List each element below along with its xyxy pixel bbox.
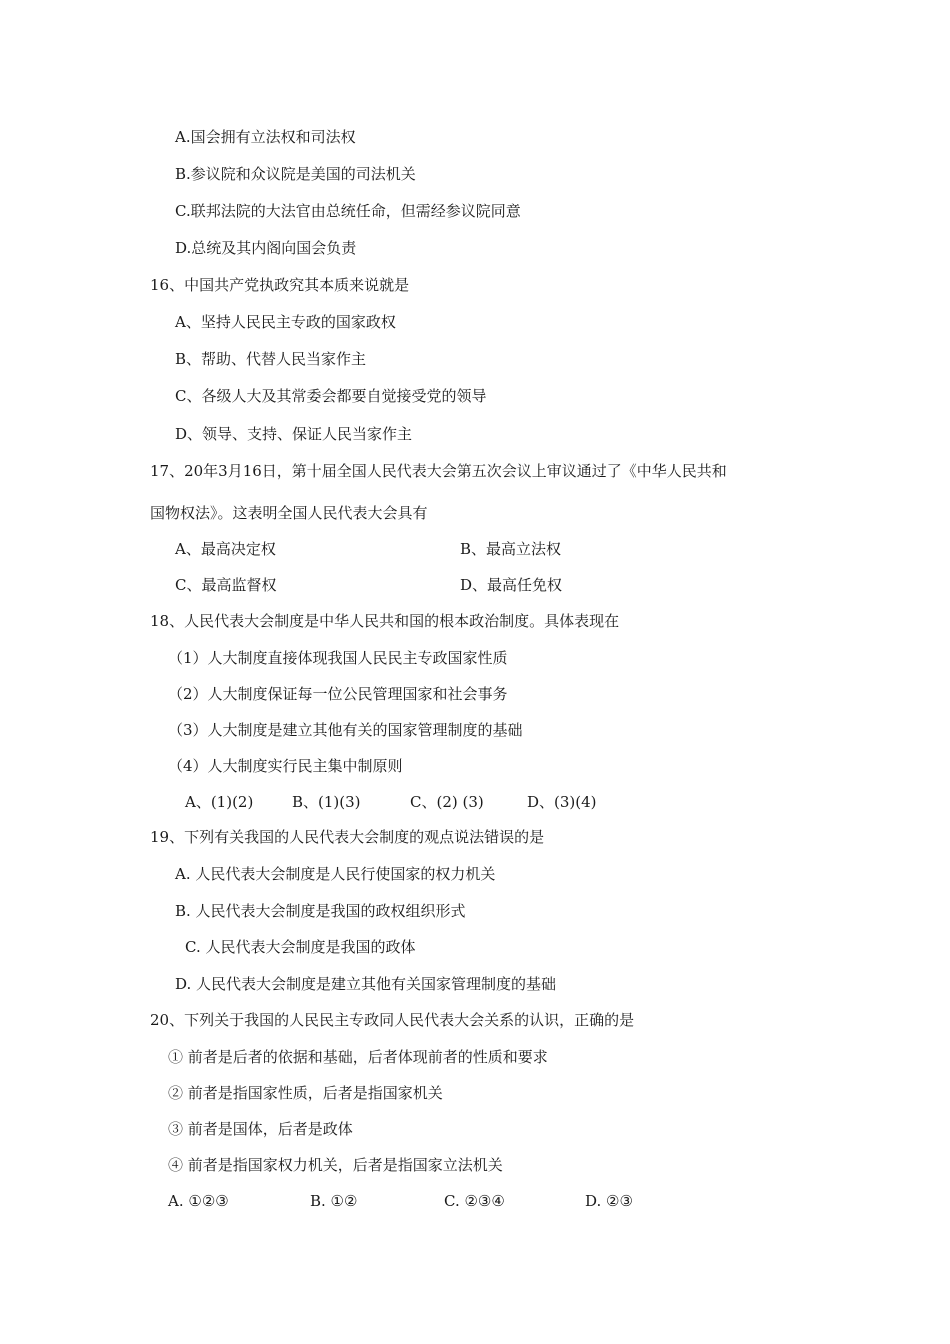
q16-option-d: D、领导、支持、保证人民当家作主 xyxy=(175,425,413,443)
q15-option-b: B.参议院和众议院是美国的司法机关 xyxy=(175,165,416,183)
q20-option-b: B. ①② xyxy=(310,1192,358,1210)
q17-option-b: B、最高立法权 xyxy=(460,540,562,558)
q18-item-4: （4）人大制度实行民主集中制原则 xyxy=(168,757,403,775)
q19-stem: 19、下列有关我国的人民代表大会制度的观点说法错误的是 xyxy=(150,828,545,846)
q15-option-c: C.联邦法院的大法官由总统任命，但需经参议院同意 xyxy=(175,202,521,220)
q18-item-2: （2）人大制度保证每一位公民管理国家和社会事务 xyxy=(168,685,508,703)
q19-option-a: A. 人民代表大会制度是人民行使国家的权力机关 xyxy=(175,865,496,883)
q15-option-a: A.国会拥有立法权和司法权 xyxy=(175,128,356,146)
q20-item-4: ④ 前者是指国家权力机关，后者是指国家立法机关 xyxy=(168,1156,503,1174)
q17-option-c: C、最高监督权 xyxy=(175,576,277,594)
q20-option-d: D. ②③ xyxy=(585,1192,633,1210)
q20-item-1: ① 前者是后者的依据和基础，后者体现前者的性质和要求 xyxy=(168,1048,548,1066)
q17-option-a: A、最高决定权 xyxy=(175,540,276,558)
q20-item-2: ② 前者是指国家性质，后者是指国家机关 xyxy=(168,1084,443,1102)
q15-option-d: D.总统及其内阁向国会负责 xyxy=(175,239,357,257)
q18-option-c: C、(2) (3) xyxy=(410,793,484,811)
q17-option-d: D、最高任免权 xyxy=(460,576,563,594)
q16-option-c: C、各级人大及其常委会都要自觉接受党的领导 xyxy=(175,387,487,405)
q19-option-c: C. 人民代表大会制度是我国的政体 xyxy=(185,938,416,956)
q20-option-c: C. ②③④ xyxy=(444,1192,505,1210)
q19-option-b: B. 人民代表大会制度是我国的政权组织形式 xyxy=(175,902,466,920)
q19-option-d: D. 人民代表大会制度是建立其他有关国家管理制度的基础 xyxy=(175,975,557,993)
q18-item-3: （3）人大制度是建立其他有关的国家管理制度的基础 xyxy=(168,721,523,739)
q16-stem: 16、中国共产党执政究其本质来说就是 xyxy=(150,276,410,294)
q18-option-a: A、(1)(2) xyxy=(185,793,254,811)
q18-stem: 18、人民代表大会制度是中华人民共和国的根本政治制度。具体表现在 xyxy=(150,612,620,630)
q16-option-a: A、坚持人民民主专政的国家政权 xyxy=(175,313,396,331)
q17-stem-line1: 17、20年3月16日，第十届全国人民代表大会第五次会议上审议通过了《中华人民共和 xyxy=(150,462,727,480)
q20-item-3: ③ 前者是国体，后者是政体 xyxy=(168,1120,353,1138)
q20-stem: 20、下列关于我国的人民民主专政同人民代表大会关系的认识，正确的是 xyxy=(150,1011,635,1029)
q18-item-1: （1）人大制度直接体现我国人民民主专政国家性质 xyxy=(168,649,508,667)
q20-option-a: A. ①②③ xyxy=(168,1192,229,1210)
q18-option-d: D、(3)(4) xyxy=(527,793,597,811)
q18-option-b: B、(1)(3) xyxy=(292,793,361,811)
q16-option-b: B、帮助、代替人民当家作主 xyxy=(175,350,367,368)
q17-stem-line2: 国物权法》。这表明全国人民代表大会具有 xyxy=(150,504,428,522)
